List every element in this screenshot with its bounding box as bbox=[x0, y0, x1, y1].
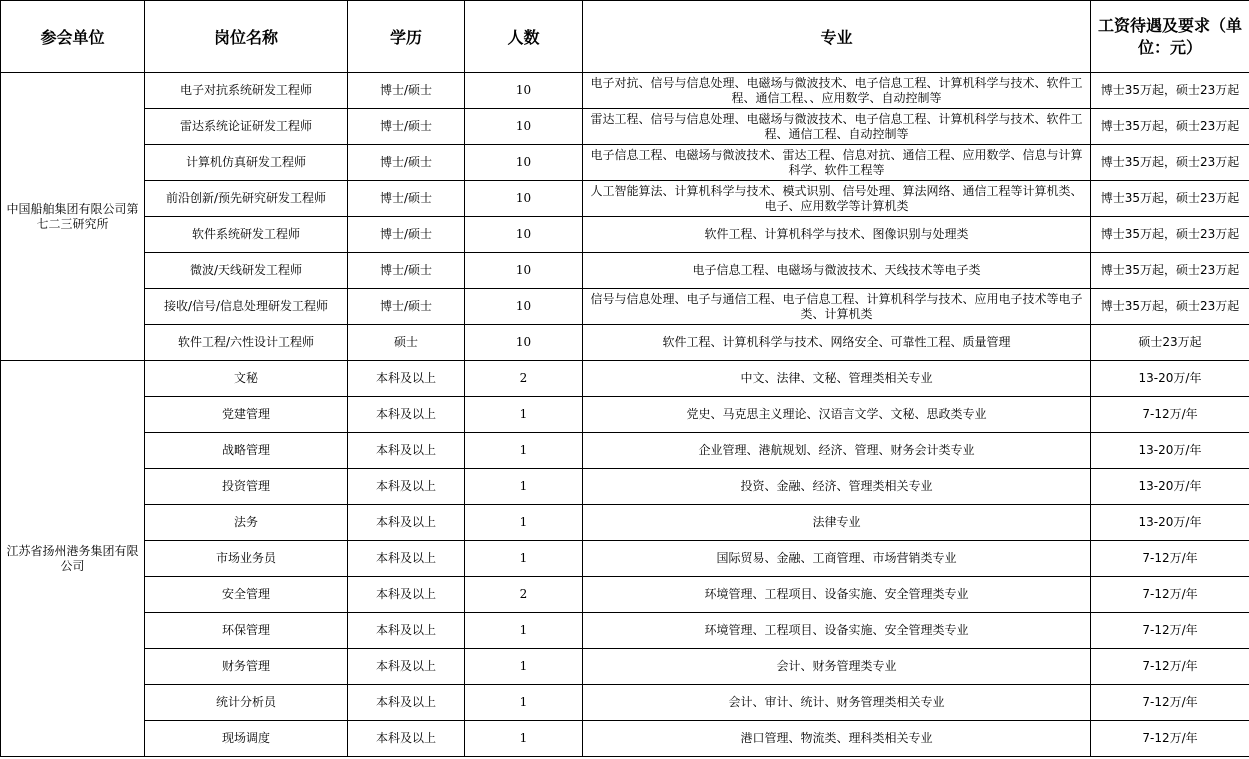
salary-cell: 7-12万/年 bbox=[1091, 397, 1249, 433]
education-cell: 本科及以上 bbox=[348, 649, 465, 685]
major-cell: 人工智能算法、计算机科学与技术、模式识别、信号处理、算法网络、通信工程等计算机类、电子、应用数学等计算机类 bbox=[583, 181, 1091, 217]
unit-cell: 江苏省扬州港务集团有限公司 bbox=[1, 361, 145, 757]
header-salary: 工资待遇及要求（单位：元） bbox=[1091, 1, 1249, 73]
table-row bbox=[1, 685, 1249, 721]
count-cell: 10 bbox=[465, 325, 583, 361]
salary-cell: 7-12万/年 bbox=[1091, 613, 1249, 649]
position-cell: 法务 bbox=[145, 505, 348, 541]
table-row bbox=[1, 253, 1249, 289]
header-count: 人数 bbox=[465, 1, 583, 73]
table-row bbox=[1, 469, 1249, 505]
count-cell: 10 bbox=[465, 217, 583, 253]
major-cell: 电子信息工程、电磁场与微波技术、雷达工程、信息对抗、通信工程、应用数学、信息与计算科学、软件工程等 bbox=[583, 145, 1091, 181]
count-cell: 10 bbox=[465, 73, 583, 109]
salary-cell: 7-12万/年 bbox=[1091, 685, 1249, 721]
position-cell: 战略管理 bbox=[145, 433, 348, 469]
education-cell: 本科及以上 bbox=[348, 613, 465, 649]
table-row bbox=[1, 505, 1249, 541]
count-cell: 1 bbox=[465, 541, 583, 577]
position-cell: 现场调度 bbox=[145, 721, 348, 757]
table-row bbox=[1, 397, 1249, 433]
count-cell: 1 bbox=[465, 721, 583, 757]
salary-cell: 7-12万/年 bbox=[1091, 721, 1249, 757]
position-cell: 软件系统研发工程师 bbox=[145, 217, 348, 253]
education-cell: 本科及以上 bbox=[348, 361, 465, 397]
education-cell: 本科及以上 bbox=[348, 397, 465, 433]
count-cell: 2 bbox=[465, 577, 583, 613]
major-cell: 企业管理、港航规划、经济、管理、财务会计类专业 bbox=[583, 433, 1091, 469]
education-cell: 博士/硕士 bbox=[348, 73, 465, 109]
salary-cell: 博士35万起，硕士23万起 bbox=[1091, 109, 1249, 145]
salary-cell: 硕士23万起 bbox=[1091, 325, 1249, 361]
position-cell: 投资管理 bbox=[145, 469, 348, 505]
count-cell: 1 bbox=[465, 397, 583, 433]
count-cell: 10 bbox=[465, 289, 583, 325]
major-cell: 港口管理、物流类、理科类相关专业 bbox=[583, 721, 1091, 757]
education-cell: 硕士 bbox=[348, 325, 465, 361]
education-cell: 本科及以上 bbox=[348, 721, 465, 757]
major-cell: 会计、审计、统计、财务管理类相关专业 bbox=[583, 685, 1091, 721]
major-cell: 法律专业 bbox=[583, 505, 1091, 541]
education-cell: 本科及以上 bbox=[348, 469, 465, 505]
count-cell: 1 bbox=[465, 433, 583, 469]
salary-cell: 博士35万起，硕士23万起 bbox=[1091, 253, 1249, 289]
major-cell: 软件工程、计算机科学与技术、图像识别与处理类 bbox=[583, 217, 1091, 253]
header-row bbox=[1, 1, 1249, 73]
education-cell: 本科及以上 bbox=[348, 433, 465, 469]
table-row bbox=[1, 217, 1249, 253]
position-cell: 微波/天线研发工程师 bbox=[145, 253, 348, 289]
salary-cell: 7-12万/年 bbox=[1091, 649, 1249, 685]
position-cell: 财务管理 bbox=[145, 649, 348, 685]
table-row bbox=[1, 181, 1249, 217]
count-cell: 10 bbox=[465, 181, 583, 217]
salary-cell: 博士35万起，硕士23万起 bbox=[1091, 289, 1249, 325]
major-cell: 电子对抗、信号与信息处理、电磁场与微波技术、电子信息工程、计算机科学与技术、软件工程、通信工程、、应用数学、自动控制等 bbox=[583, 73, 1091, 109]
table-row bbox=[1, 289, 1249, 325]
education-cell: 博士/硕士 bbox=[348, 253, 465, 289]
count-cell: 2 bbox=[465, 361, 583, 397]
position-cell: 市场业务员 bbox=[145, 541, 348, 577]
unit-cell: 中国船舶集团有限公司第七二三研究所 bbox=[1, 73, 145, 361]
table-row bbox=[1, 325, 1249, 361]
position-cell: 接收/信号/信息处理研发工程师 bbox=[145, 289, 348, 325]
header-education: 学历 bbox=[348, 1, 465, 73]
table-row bbox=[1, 577, 1249, 613]
salary-cell: 博士35万起，硕士23万起 bbox=[1091, 145, 1249, 181]
table-body bbox=[1, 73, 1249, 757]
education-cell: 博士/硕士 bbox=[348, 181, 465, 217]
education-cell: 博士/硕士 bbox=[348, 289, 465, 325]
position-cell: 软件工程/六性设计工程师 bbox=[145, 325, 348, 361]
salary-cell: 博士35万起，硕士23万起 bbox=[1091, 217, 1249, 253]
table-row bbox=[1, 73, 1249, 109]
salary-cell: 博士35万起，硕士23万起 bbox=[1091, 181, 1249, 217]
salary-cell: 博士35万起，硕士23万起 bbox=[1091, 73, 1249, 109]
table-row bbox=[1, 145, 1249, 181]
count-cell: 1 bbox=[465, 649, 583, 685]
table-row bbox=[1, 613, 1249, 649]
header-unit: 参会单位 bbox=[1, 1, 145, 73]
education-cell: 本科及以上 bbox=[348, 541, 465, 577]
major-cell: 软件工程、计算机科学与技术、网络安全、可靠性工程、质量管理 bbox=[583, 325, 1091, 361]
table-row bbox=[1, 721, 1249, 757]
position-cell: 计算机仿真研发工程师 bbox=[145, 145, 348, 181]
table-row bbox=[1, 541, 1249, 577]
header-position: 岗位名称 bbox=[145, 1, 348, 73]
table-row bbox=[1, 433, 1249, 469]
major-cell: 投资、金融、经济、管理类相关专业 bbox=[583, 469, 1091, 505]
salary-cell: 13-20万/年 bbox=[1091, 469, 1249, 505]
position-cell: 安全管理 bbox=[145, 577, 348, 613]
position-cell: 前沿创新/预先研究研发工程师 bbox=[145, 181, 348, 217]
table-row bbox=[1, 109, 1249, 145]
table-row bbox=[1, 649, 1249, 685]
position-cell: 文秘 bbox=[145, 361, 348, 397]
education-cell: 本科及以上 bbox=[348, 685, 465, 721]
count-cell: 1 bbox=[465, 685, 583, 721]
position-cell: 统计分析员 bbox=[145, 685, 348, 721]
count-cell: 10 bbox=[465, 145, 583, 181]
salary-cell: 13-20万/年 bbox=[1091, 361, 1249, 397]
position-cell: 电子对抗系统研发工程师 bbox=[145, 73, 348, 109]
salary-cell: 7-12万/年 bbox=[1091, 541, 1249, 577]
major-cell: 环境管理、工程项目、设备实施、安全管理类专业 bbox=[583, 577, 1091, 613]
major-cell: 雷达工程、信号与信息处理、电磁场与微波技术、电子信息工程、计算机科学与技术、软件工程、通信工程、自动控制等 bbox=[583, 109, 1091, 145]
major-cell: 党史、马克思主义理论、汉语言文学、文秘、思政类专业 bbox=[583, 397, 1091, 433]
position-cell: 雷达系统论证研发工程师 bbox=[145, 109, 348, 145]
count-cell: 10 bbox=[465, 253, 583, 289]
count-cell: 1 bbox=[465, 469, 583, 505]
major-cell: 会计、财务管理类专业 bbox=[583, 649, 1091, 685]
count-cell: 1 bbox=[465, 505, 583, 541]
education-cell: 博士/硕士 bbox=[348, 217, 465, 253]
count-cell: 10 bbox=[465, 109, 583, 145]
position-cell: 环保管理 bbox=[145, 613, 348, 649]
salary-cell: 7-12万/年 bbox=[1091, 577, 1249, 613]
education-cell: 本科及以上 bbox=[348, 577, 465, 613]
education-cell: 博士/硕士 bbox=[348, 109, 465, 145]
major-cell: 信号与信息处理、电子与通信工程、电子信息工程、计算机科学与技术、应用电子技术等电子类、计算机类 bbox=[583, 289, 1091, 325]
education-cell: 博士/硕士 bbox=[348, 145, 465, 181]
count-cell: 1 bbox=[465, 613, 583, 649]
major-cell: 电子信息工程、电磁场与微波技术、天线技术等电子类 bbox=[583, 253, 1091, 289]
major-cell: 国际贸易、金融、工商管理、市场营销类专业 bbox=[583, 541, 1091, 577]
major-cell: 中文、法律、文秘、管理类相关专业 bbox=[583, 361, 1091, 397]
education-cell: 本科及以上 bbox=[348, 505, 465, 541]
salary-cell: 13-20万/年 bbox=[1091, 433, 1249, 469]
salary-cell: 13-20万/年 bbox=[1091, 505, 1249, 541]
position-cell: 党建管理 bbox=[145, 397, 348, 433]
header-major: 专业 bbox=[583, 1, 1091, 73]
major-cell: 环境管理、工程项目、设备实施、安全管理类专业 bbox=[583, 613, 1091, 649]
table-row bbox=[1, 361, 1249, 397]
